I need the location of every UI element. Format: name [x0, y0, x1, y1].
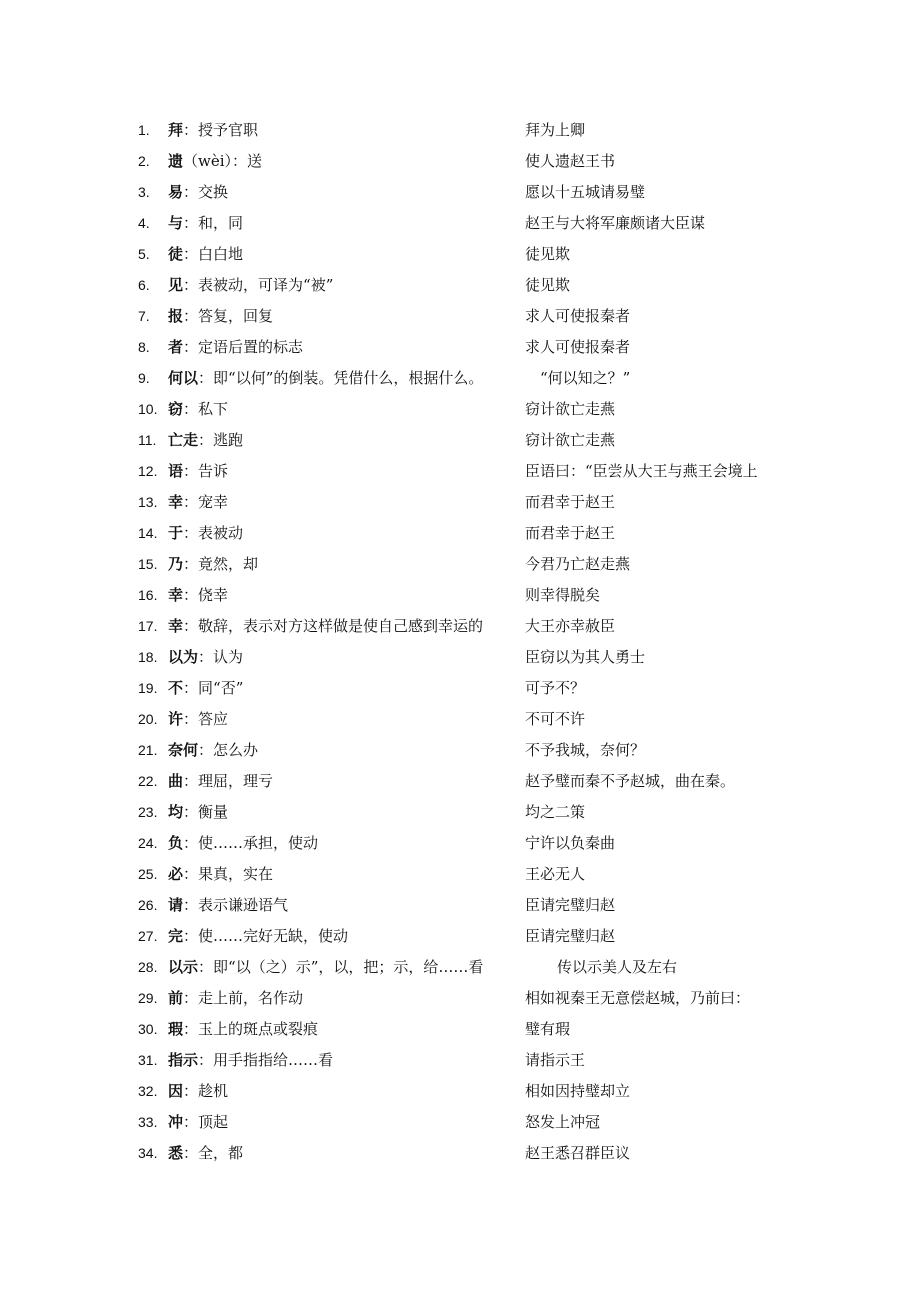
- entry-separator: ：: [183, 679, 199, 697]
- entry-definition: [168, 611, 483, 642]
- entry-meaning: 定语后置的标志: [198, 338, 304, 356]
- entry-number: 6.: [138, 277, 150, 293]
- vocab-entry: [0, 332, 920, 363]
- entry-example: 赵王与大将军廉颇诸大臣谋: [525, 214, 706, 232]
- entry-separator: ：: [183, 927, 199, 945]
- entry-meaning: 和，同: [198, 214, 244, 232]
- entry-number: 2.: [138, 153, 150, 169]
- entry-example: 赵王悉召群臣议: [525, 1144, 631, 1162]
- entry-separator: ：: [183, 586, 199, 604]
- entry-separator: ：: [183, 896, 199, 914]
- vocab-entry: [0, 890, 920, 921]
- entry-meaning: 逃跑: [213, 431, 244, 449]
- entry-definition: [168, 270, 333, 301]
- vocab-entry: [0, 425, 920, 456]
- vocab-entry: [0, 952, 920, 983]
- entry-example: 使人遗赵王书: [525, 152, 616, 170]
- entry-number: 29.: [138, 990, 158, 1006]
- entry-number: 9.: [138, 370, 150, 386]
- entry-example: 臣窃以为其人勇士: [525, 648, 646, 666]
- entry-term: 指示: [168, 1051, 199, 1069]
- entry-term: 报: [168, 307, 184, 325]
- vocab-entry: [0, 580, 920, 611]
- entry-meaning: 果真，实在: [198, 865, 274, 883]
- entry-meaning: 走上前，名作动: [198, 989, 304, 1007]
- entry-definition: [168, 332, 303, 363]
- entry-term: 徒: [168, 245, 184, 263]
- entry-example: 请指示王: [525, 1051, 586, 1069]
- entry-term: 乃: [168, 555, 184, 573]
- entry-definition: [168, 735, 258, 766]
- vocab-entry: [0, 1138, 920, 1169]
- entry-number: 4.: [138, 215, 150, 231]
- entry-separator: ：: [183, 276, 199, 294]
- entry-meaning: 表被动: [198, 524, 244, 542]
- entry-meaning: 同“否”: [198, 679, 244, 697]
- entry-definition: [168, 797, 228, 828]
- entry-example: 窃计欲亡走燕: [525, 400, 616, 418]
- entry-term: 瑕: [168, 1020, 184, 1038]
- entry-term: 幸: [168, 617, 184, 635]
- entry-example: 不可不许: [525, 710, 586, 728]
- entry-example: 赵予璧而秦不予赵城，曲在秦。: [525, 772, 736, 790]
- entry-example: 宁许以负秦曲: [525, 834, 616, 852]
- entry-definition: [168, 425, 243, 456]
- entry-example: 拜为上卿: [525, 121, 586, 139]
- entry-number: 1.: [138, 122, 150, 138]
- entry-term: 语: [168, 462, 184, 480]
- entry-number: 14.: [138, 525, 158, 541]
- entry-example: 可予不？: [525, 679, 586, 697]
- entry-definition: [168, 301, 273, 332]
- entry-separator: ：: [183, 710, 199, 728]
- entry-separator: ：: [183, 183, 199, 201]
- entry-number: 19.: [138, 680, 158, 696]
- entry-meaning: 告诉: [198, 462, 229, 480]
- entry-number: 33.: [138, 1114, 158, 1130]
- entry-definition: [168, 673, 243, 704]
- entry-number: 27.: [138, 928, 158, 944]
- entry-number: 32.: [138, 1083, 158, 1099]
- entry-definition: [168, 518, 243, 549]
- entry-number: 18.: [138, 649, 158, 665]
- entry-separator: ：: [183, 524, 199, 542]
- entry-separator: ：: [183, 772, 199, 790]
- vocab-entry: [0, 1107, 920, 1138]
- entry-definition: [168, 239, 243, 270]
- entry-meaning: 全，都: [198, 1144, 244, 1162]
- entry-term: 见: [168, 276, 184, 294]
- entry-term: 遗: [168, 152, 184, 170]
- entry-separator: ：: [198, 741, 214, 759]
- vocab-entry: [0, 1045, 920, 1076]
- entry-number: 24.: [138, 835, 158, 851]
- entry-example: 均之二策: [525, 803, 586, 821]
- entry-number: 8.: [138, 339, 150, 355]
- vocab-entry: [0, 673, 920, 704]
- vocab-entry: [0, 642, 920, 673]
- entry-term: 必: [168, 865, 184, 883]
- entry-example: “何以知之？”: [540, 369, 631, 387]
- entry-meaning: 使……承担，使动: [198, 834, 319, 852]
- entry-separator: ：: [183, 617, 199, 635]
- entry-separator: ：: [183, 803, 199, 821]
- entry-separator: ：: [183, 214, 199, 232]
- entry-example: 相如因持璧却立: [525, 1082, 631, 1100]
- entry-definition: [168, 921, 348, 952]
- entry-definition: [168, 394, 228, 425]
- entry-example: 今君乃亡赵走燕: [525, 555, 631, 573]
- entry-term: 奈何: [168, 741, 199, 759]
- entry-number: 34.: [138, 1145, 158, 1161]
- entry-term: 因: [168, 1082, 184, 1100]
- entry-meaning: 侥幸: [198, 586, 229, 604]
- entry-example: 徒见欺: [525, 276, 571, 294]
- entry-term: 前: [168, 989, 184, 1007]
- entry-separator: ：: [183, 307, 199, 325]
- entry-separator: ：: [198, 648, 214, 666]
- entry-separator: ：: [183, 121, 199, 139]
- entry-term: 请: [168, 896, 184, 914]
- entry-separator: ：: [183, 834, 199, 852]
- vocab-entry: [0, 611, 920, 642]
- vocab-entry: [0, 735, 920, 766]
- vocab-entry: [0, 766, 920, 797]
- entry-meaning: 即“以何”的倒装。凭借什么，根据什么。: [213, 369, 484, 387]
- entry-term: 与: [168, 214, 184, 232]
- vocab-entry: [0, 487, 920, 518]
- entry-number: 25.: [138, 866, 158, 882]
- entry-term: 拜: [168, 121, 184, 139]
- entry-definition: [168, 983, 303, 1014]
- entry-example: 臣请完璧归赵: [525, 896, 616, 914]
- entry-definition: [168, 704, 228, 735]
- entry-example: 大王亦幸赦臣: [525, 617, 616, 635]
- entry-term: 以为: [168, 648, 199, 666]
- entry-example: 则幸得脱矣: [525, 586, 601, 604]
- entry-example: 臣语曰：“臣尝从大王与燕王会境上: [525, 462, 758, 480]
- entry-meaning: 送: [247, 152, 263, 170]
- vocab-entry: [0, 797, 920, 828]
- entry-term: 幸: [168, 586, 184, 604]
- entry-separator: ：: [198, 369, 214, 387]
- entry-meaning: 授予官职: [198, 121, 259, 139]
- entry-example: 相如视秦王无意偿赵城，乃前曰：: [525, 989, 751, 1007]
- entry-separator: ：: [183, 1082, 199, 1100]
- entry-term: 者: [168, 338, 184, 356]
- entry-number: 5.: [138, 246, 150, 262]
- entry-meaning: 答复，回复: [198, 307, 274, 325]
- entry-number: 12.: [138, 463, 158, 479]
- entry-meaning: 衡量: [198, 803, 229, 821]
- entry-definition: [168, 363, 483, 394]
- entry-definition: [168, 1014, 318, 1045]
- entry-example: 求人可使报秦者: [525, 338, 631, 356]
- entry-definition: [168, 1107, 228, 1138]
- entry-term: 冲: [168, 1113, 184, 1131]
- entry-definition: [168, 859, 273, 890]
- entry-separator: ：: [198, 958, 214, 976]
- entry-meaning: 白白地: [198, 245, 244, 263]
- entry-term: 均: [168, 803, 184, 821]
- entry-definition: [168, 766, 273, 797]
- entry-number: 26.: [138, 897, 158, 913]
- entry-term: 曲: [168, 772, 184, 790]
- vocab-entry: [0, 177, 920, 208]
- entry-meaning: 表被动，可译为“被”: [198, 276, 334, 294]
- entry-example: 传以示美人及左右: [557, 958, 678, 976]
- vocabulary-list: [0, 115, 920, 1169]
- entry-separator: ：: [183, 1113, 199, 1131]
- entry-definition: [168, 828, 318, 859]
- entry-meaning: 顶起: [198, 1113, 229, 1131]
- vocab-entry: [0, 394, 920, 425]
- vocab-entry: [0, 704, 920, 735]
- vocab-entry: [0, 549, 920, 580]
- entry-definition: [168, 1045, 333, 1076]
- entry-meaning: 私下: [198, 400, 229, 418]
- entry-number: 21.: [138, 742, 158, 758]
- entry-meaning: 即“以（之）示”，以，把；示，给……看: [213, 958, 484, 976]
- entry-term: 幸: [168, 493, 184, 511]
- entry-separator: ：: [183, 493, 199, 511]
- entry-definition: [168, 549, 258, 580]
- vocab-entry: [0, 921, 920, 952]
- entry-separator: ：: [183, 1144, 199, 1162]
- vocab-entry: [0, 115, 920, 146]
- entry-number: 20.: [138, 711, 158, 727]
- entry-definition: [168, 208, 243, 239]
- entry-number: 3.: [138, 184, 150, 200]
- vocab-entry: [0, 518, 920, 549]
- entry-example: 怒发上冲冠: [525, 1113, 601, 1131]
- entry-separator: ：: [183, 338, 199, 356]
- entry-meaning: 用手指指给……看: [213, 1051, 334, 1069]
- entry-meaning: 表示谦逊语气: [198, 896, 289, 914]
- entry-example: 璧有瑕: [525, 1020, 571, 1038]
- entry-meaning: 怎么办: [213, 741, 259, 759]
- entry-definition: [168, 642, 243, 673]
- entry-number: 28.: [138, 959, 158, 975]
- entry-term: 易: [168, 183, 184, 201]
- entry-term: 亡走: [168, 431, 199, 449]
- vocab-entry: [0, 363, 920, 394]
- vocab-entry: [0, 208, 920, 239]
- entry-definition: [168, 115, 258, 146]
- entry-definition: [168, 177, 228, 208]
- entry-separator: ：: [183, 865, 199, 883]
- vocab-entry: [0, 828, 920, 859]
- entry-example: 而君幸于赵王: [525, 524, 616, 542]
- entry-meaning: 敬辞，表示对方这样做是使自己感到幸运的: [198, 617, 484, 635]
- entry-separator: ：: [183, 989, 199, 1007]
- entry-definition: [168, 487, 228, 518]
- entry-number: 17.: [138, 618, 158, 634]
- entry-example: 窃计欲亡走燕: [525, 431, 616, 449]
- entry-number: 15.: [138, 556, 158, 572]
- entry-meaning: 理屈，理亏: [198, 772, 274, 790]
- vocab-entry: [0, 859, 920, 890]
- vocab-entry: [0, 983, 920, 1014]
- entry-number: 23.: [138, 804, 158, 820]
- entry-separator: ：: [198, 1051, 214, 1069]
- entry-term: 悉: [168, 1144, 184, 1162]
- entry-example: 徒见欺: [525, 245, 571, 263]
- entry-definition: [168, 1076, 228, 1107]
- entry-example: 臣请完璧归赵: [525, 927, 616, 945]
- entry-separator: ：: [183, 400, 199, 418]
- entry-term: 不: [168, 679, 184, 697]
- vocab-entry: [0, 301, 920, 332]
- entry-number: 10.: [138, 401, 158, 417]
- entry-example: 求人可使报秦者: [525, 307, 631, 325]
- entry-separator: ：: [183, 245, 199, 263]
- entry-definition: [168, 890, 288, 921]
- vocab-entry: [0, 239, 920, 270]
- entry-meaning: 玉上的斑点或裂痕: [198, 1020, 319, 1038]
- entry-number: 30.: [138, 1021, 158, 1037]
- vocab-entry: [0, 1014, 920, 1045]
- entry-number: 16.: [138, 587, 158, 603]
- entry-term: 于: [168, 524, 184, 542]
- entry-number: 11.: [138, 432, 157, 448]
- vocab-entry: [0, 146, 920, 177]
- entry-separator: （wèi）：: [183, 152, 248, 170]
- entry-term: 许: [168, 710, 184, 728]
- entry-term: 何以: [168, 369, 199, 387]
- entry-separator: ：: [183, 555, 199, 573]
- entry-separator: ：: [183, 1020, 199, 1038]
- vocab-entry: [0, 456, 920, 487]
- entry-example: 王必无人: [525, 865, 586, 883]
- entry-number: 31.: [138, 1052, 158, 1068]
- entry-meaning: 宠幸: [198, 493, 229, 511]
- entry-meaning: 交换: [198, 183, 229, 201]
- entry-number: 22.: [138, 773, 158, 789]
- entry-example: 不予我城，奈何？: [525, 741, 646, 759]
- entry-meaning: 趁机: [198, 1082, 229, 1100]
- vocab-entry: [0, 270, 920, 301]
- entry-separator: ：: [198, 431, 214, 449]
- entry-number: 7.: [138, 308, 150, 324]
- entry-definition: [168, 456, 228, 487]
- vocab-entry: [0, 1076, 920, 1107]
- entry-term: 以示: [168, 958, 199, 976]
- entry-definition: [168, 1138, 243, 1169]
- entry-meaning: 认为: [213, 648, 244, 666]
- entry-number: 13.: [138, 494, 158, 510]
- entry-definition: [168, 952, 483, 983]
- entry-separator: ：: [183, 462, 199, 480]
- entry-meaning: 答应: [198, 710, 229, 728]
- entry-example: 而君幸于赵王: [525, 493, 616, 511]
- entry-term: 完: [168, 927, 184, 945]
- entry-term: 负: [168, 834, 184, 852]
- entry-definition: [168, 580, 228, 611]
- entry-meaning: 使……完好无缺，使动: [198, 927, 349, 945]
- entry-definition: [168, 146, 262, 177]
- entry-example: 愿以十五城请易璧: [525, 183, 646, 201]
- entry-meaning: 竟然，却: [198, 555, 259, 573]
- entry-term: 窃: [168, 400, 184, 418]
